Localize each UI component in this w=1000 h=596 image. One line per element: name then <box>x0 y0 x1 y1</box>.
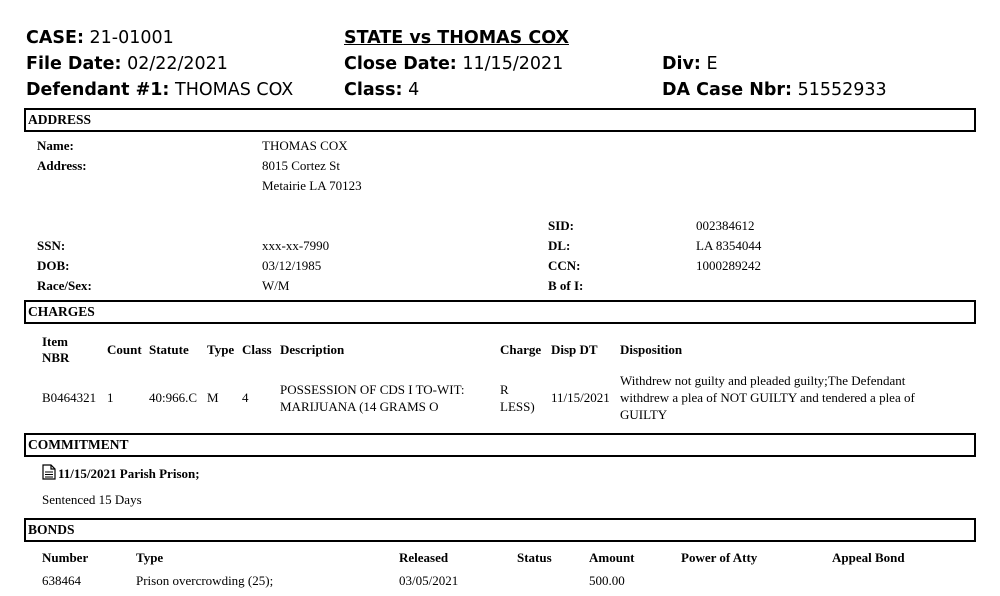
bond-amount: 500.00 <box>589 573 625 588</box>
col-type: Type <box>207 342 235 357</box>
col-count: Count <box>107 342 142 357</box>
address-line1: 8015 Cortez St <box>262 158 340 173</box>
col-description: Description <box>280 342 345 357</box>
charges-section-header: CHARGES <box>24 300 976 324</box>
dob-value: 03/12/1985 <box>262 258 322 273</box>
charge-disp-dt: 11/15/2021 <box>551 390 610 405</box>
race-sex-label: Race/Sex: <box>37 278 92 293</box>
charge-class: 4 <box>242 390 249 405</box>
col-bond-status: Status <box>517 550 552 565</box>
name-value: THOMAS COX <box>262 138 348 153</box>
col-disposition: Disposition <box>620 342 683 357</box>
race-sex-value: W/M <box>262 278 290 293</box>
defendant: Defendant #1: THOMAS COX <box>26 80 294 100</box>
dob-label: DOB: <box>37 258 70 273</box>
charge-type: M <box>207 390 219 405</box>
commitment-section-header: COMMITMENT <box>24 433 976 457</box>
page-title: STATE vs THOMAS COX <box>344 28 569 48</box>
charge-description: POSSESSION OF CDS I TO-WIT: MARIJUANA (14 GRAMS O <box>280 382 465 414</box>
col-statute: Statute <box>149 342 189 357</box>
charge-disposition: Withdrew not guilty and pleaded guilty;The Defendant withdrew a plea of NOT GUILTY and tendered a plea of GUILTY <box>620 373 915 422</box>
col-item: Item <box>42 334 68 349</box>
charge-statute: 40:966.C <box>149 390 198 405</box>
bond-number: 638464 <box>42 573 81 588</box>
charge-charge: R LESS) <box>500 382 535 414</box>
ccn-label: CCN: <box>548 258 581 273</box>
dl-label: DL: <box>548 238 571 253</box>
col-bond-number: Number <box>42 550 89 565</box>
col-bond-released: Released <box>399 550 449 565</box>
dl-value: LA 8354044 <box>696 238 762 253</box>
address-section-header: ADDRESS <box>24 108 976 132</box>
commitment-entry: 11/15/2021 Parish Prison; <box>42 464 200 484</box>
col-charge: Charge <box>500 342 542 357</box>
commitment-sentence: Sentenced 15 Days <box>42 492 142 507</box>
charge-item: B0464321 <box>42 390 97 405</box>
bofi-label: B of I: <box>548 278 584 293</box>
sid-label: SID: <box>548 218 575 233</box>
da-case-number: DA Case Nbr: 51552933 <box>662 80 887 100</box>
col-disp-dt: Disp DT <box>551 342 598 357</box>
col-bond-appeal: Appeal Bond <box>832 550 905 565</box>
ccn-value: 1000289242 <box>696 258 761 273</box>
charge-count: 1 <box>107 390 114 405</box>
case-number: CASE: 21-01001 <box>26 28 174 48</box>
file-date: File Date: 02/22/2021 <box>26 54 228 74</box>
col-bond-power: Power of Atty <box>681 550 758 565</box>
name-label: Name: <box>37 138 74 153</box>
division: Div: E <box>662 54 718 74</box>
address-line2: Metairie LA 70123 <box>262 178 362 193</box>
address-label: Address: <box>37 158 87 173</box>
col-bond-type: Type <box>136 550 164 565</box>
bond-type: Prison overcrowding (25); <box>136 573 274 588</box>
bond-released: 03/05/2021 <box>399 573 459 588</box>
ssn-label: SSN: <box>37 238 66 253</box>
ssn-value: xxx-xx-7990 <box>262 238 330 253</box>
close-date: Close Date: 11/15/2021 <box>344 54 564 74</box>
col-nbr: NBR <box>42 350 70 365</box>
sid-value: 002384612 <box>696 218 755 233</box>
col-class: Class <box>242 342 272 357</box>
document-icon[interactable] <box>42 464 56 484</box>
bonds-section-header: BONDS <box>24 518 976 542</box>
col-bond-amount: Amount <box>589 550 635 565</box>
case-class: Class: 4 <box>344 80 420 100</box>
